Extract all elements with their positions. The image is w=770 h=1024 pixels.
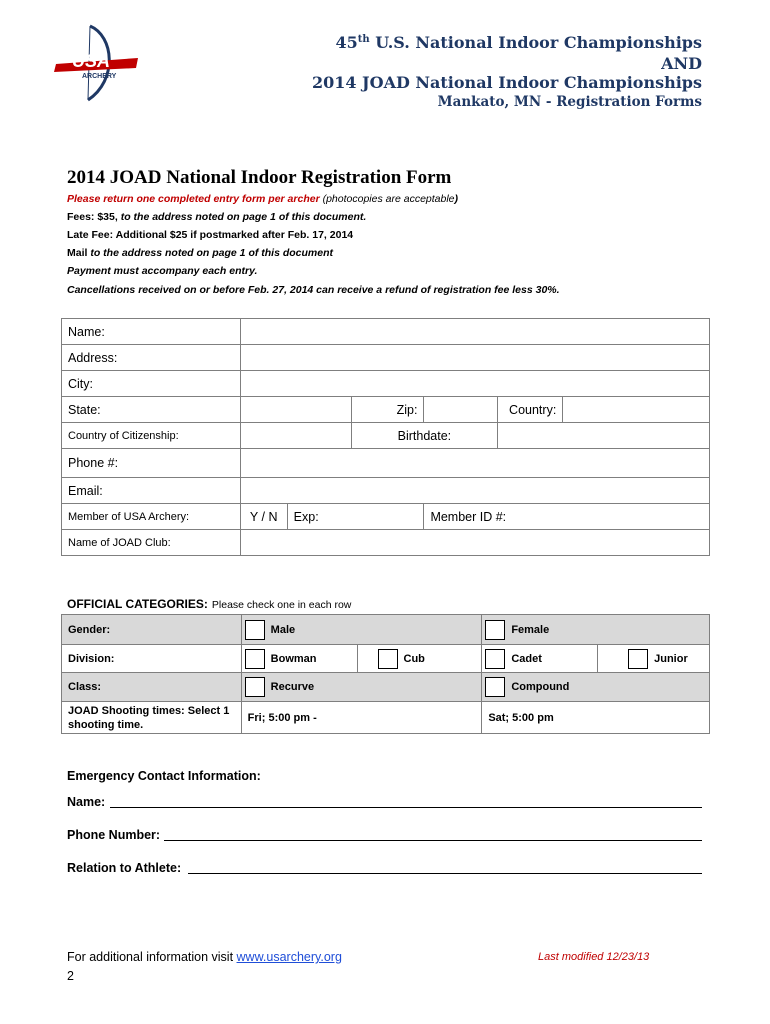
shooting-times-label: JOAD Shooting times: Select 1 shooting time.: [62, 702, 242, 734]
option-sat[interactable]: Sat; 5:00 pm: [482, 702, 710, 734]
member-label: Member of USA Archery:: [62, 504, 241, 530]
emergency-phone-field[interactable]: [164, 840, 702, 841]
instruction-mail: Mail to the address noted on page 1 of this document: [67, 247, 334, 259]
checkbox[interactable]: [378, 649, 398, 669]
city-label: City:: [62, 371, 241, 397]
table-row: [62, 423, 710, 449]
option-label: Female: [511, 623, 550, 636]
emergency-relation-label: Relation to Athlete:: [67, 861, 182, 875]
citizenship-field[interactable]: [240, 423, 351, 449]
option-label: Junior: [654, 652, 688, 665]
option-junior[interactable]: [598, 645, 710, 673]
division-label: Division:: [62, 645, 242, 673]
option-cub[interactable]: [357, 645, 482, 673]
emergency-phone-label: Phone Number:: [67, 828, 161, 842]
categories-table: [61, 614, 710, 734]
exp-label[interactable]: Exp:: [287, 504, 424, 530]
svg-text:ARCHERY: ARCHERY: [82, 73, 117, 80]
header-line-3: 2014 JOAD National Indoor Championships: [311, 73, 702, 92]
table-row: [62, 397, 710, 423]
option-label: Cadet: [511, 652, 542, 665]
address-label: Address:: [62, 345, 241, 371]
option-recurve[interactable]: [241, 673, 482, 702]
gender-label: Gender:: [62, 615, 242, 645]
option-female[interactable]: [482, 615, 710, 645]
member-yes-no[interactable]: Y / N: [240, 504, 287, 530]
birthdate-label: Birthdate:: [351, 423, 498, 449]
instruction-payment: Payment must accompany each entry.: [67, 265, 258, 277]
option-cadet[interactable]: [482, 645, 598, 673]
header-line-2: AND: [661, 54, 702, 73]
checkbox[interactable]: [628, 649, 648, 669]
address-field[interactable]: [240, 345, 709, 371]
instruction-fees: Fees: $35, to the address noted on page 1 of this document.: [67, 211, 367, 223]
form-title: 2014 JOAD National Indoor Registration Form: [67, 167, 452, 188]
table-row: [62, 673, 710, 702]
usarchery-link[interactable]: www.usarchery.org: [236, 950, 342, 964]
table-row: [62, 345, 710, 371]
table-row: [62, 504, 710, 530]
registrant-info-table: [61, 318, 710, 556]
country-field[interactable]: [563, 397, 710, 423]
table-row: [62, 319, 710, 345]
header-line-1: 45th U.S. National Indoor Championships: [335, 33, 702, 52]
country-label: Country:: [498, 397, 563, 423]
member-id-label[interactable]: Member ID #:: [424, 504, 710, 530]
bow-logo-icon: [52, 22, 142, 102]
zip-label: Zip:: [351, 397, 424, 423]
checkbox[interactable]: [485, 677, 505, 697]
last-modified: Last modified 12/23/13: [538, 951, 650, 963]
table-row: [62, 371, 710, 397]
instruction-return: Please return one completed entry form per archer (photocopies are acceptable): [67, 193, 459, 205]
state-label: State:: [62, 397, 241, 423]
city-field[interactable]: [240, 371, 709, 397]
checkbox[interactable]: [485, 620, 505, 640]
usa-archery-logo: [52, 22, 142, 102]
option-label: Male: [270, 623, 296, 636]
email-label: Email:: [62, 478, 241, 504]
checkbox[interactable]: [485, 649, 505, 669]
categories-heading: OFFICIAL CATEGORIES: Please check one in each row: [67, 597, 352, 611]
state-field[interactable]: [240, 397, 351, 423]
emergency-name-field[interactable]: [110, 807, 702, 808]
checkbox[interactable]: [245, 649, 265, 669]
table-row: [62, 449, 710, 478]
table-row: [62, 478, 710, 504]
table-row: [62, 702, 710, 734]
option-label: Recurve: [270, 680, 315, 693]
checkbox[interactable]: [245, 620, 265, 640]
phone-field[interactable]: [240, 449, 709, 478]
joad-club-label: Name of JOAD Club:: [62, 530, 241, 556]
table-row: [62, 645, 710, 673]
option-label: Cub: [403, 652, 425, 665]
page-number: 2: [67, 969, 74, 983]
email-field[interactable]: [240, 478, 709, 504]
zip-field[interactable]: [424, 397, 498, 423]
option-fri[interactable]: Fri; 5:00 pm -: [241, 702, 482, 734]
joad-club-field[interactable]: [240, 530, 709, 556]
birthdate-field[interactable]: [498, 423, 710, 449]
option-label: Bowman: [270, 652, 317, 665]
option-label: Compound: [511, 680, 570, 693]
emergency-heading: Emergency Contact Information:: [67, 769, 261, 783]
footer-text: For additional information visit www.usarchery.org: [67, 950, 342, 964]
phone-label: Phone #:: [62, 449, 241, 478]
instruction-late-fee: Late Fee: Additional $25 if postmarked after Feb. 17, 2014: [67, 229, 354, 241]
citizenship-label: Country of Citizenship:: [62, 423, 241, 449]
table-row: [62, 615, 710, 645]
emergency-relation-field[interactable]: [188, 873, 702, 874]
class-label: Class:: [62, 673, 242, 702]
header-line-4: Mankato, MN - Registration Forms: [437, 94, 702, 110]
name-label: Name:: [62, 319, 241, 345]
option-compound[interactable]: [482, 673, 710, 702]
emergency-name-label: Name:: [67, 795, 106, 809]
name-field[interactable]: [240, 319, 709, 345]
svg-text:USA: USA: [72, 51, 111, 71]
instruction-cancellations: Cancellations received on or before Feb. 27, 2014 can receive a refund of registration fee less 30%.: [67, 284, 560, 296]
option-bowman[interactable]: [241, 645, 357, 673]
checkbox[interactable]: [245, 677, 265, 697]
option-male[interactable]: [241, 615, 482, 645]
table-row: [62, 530, 710, 556]
